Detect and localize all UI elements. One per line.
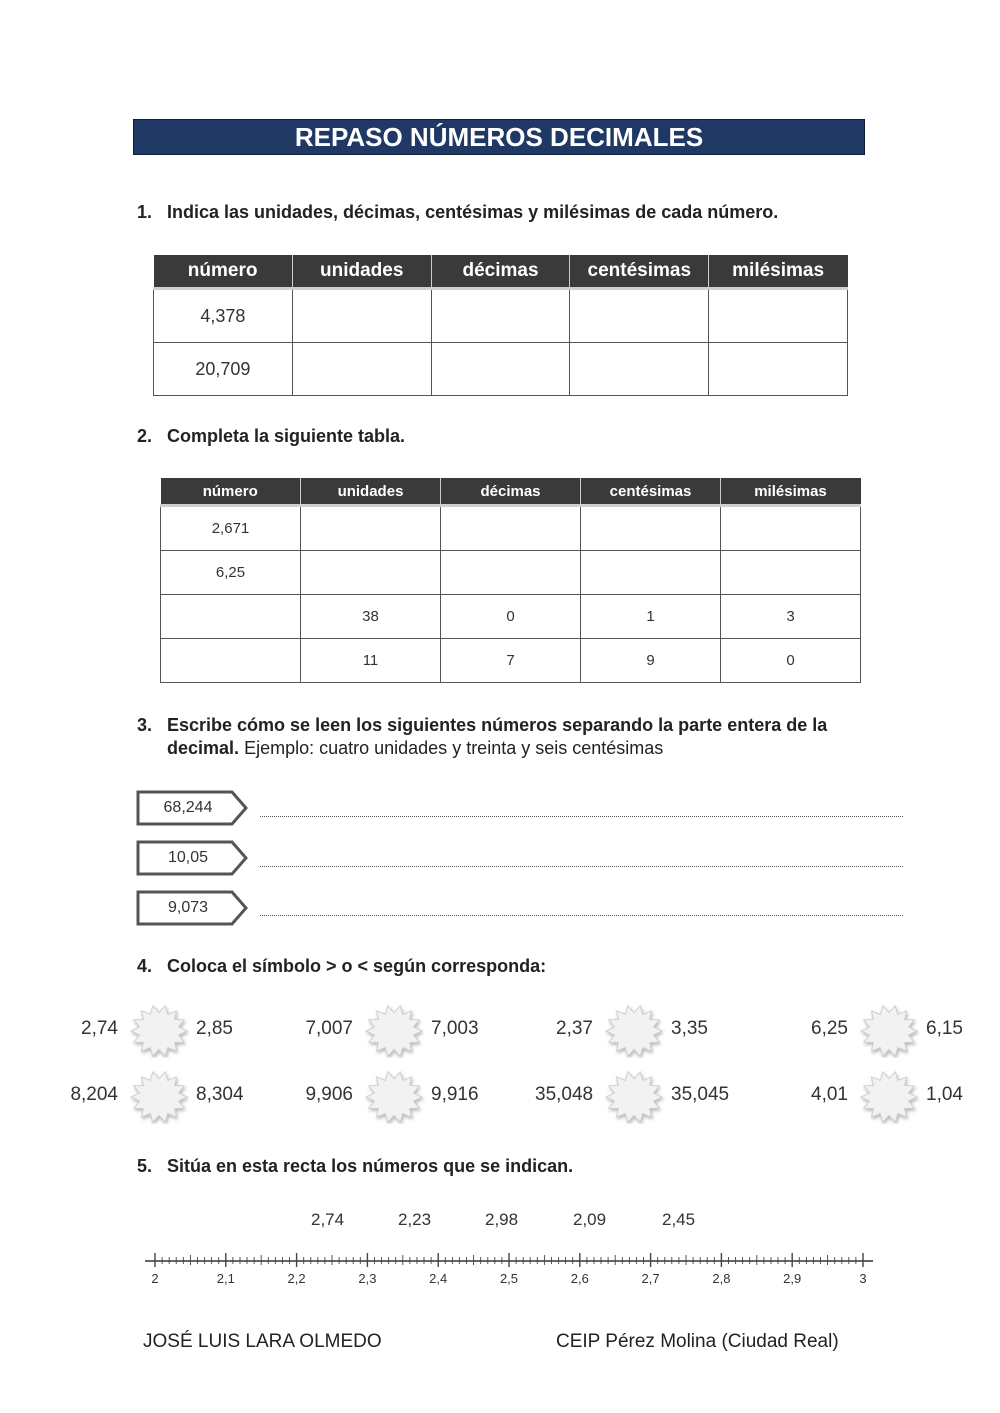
tick-label: 2,9 [783, 1271, 802, 1286]
number-line[interactable] [140, 1245, 880, 1290]
table-row [161, 506, 861, 551]
tick-label: 2 [151, 1271, 159, 1286]
cell-number: 20,709 [154, 343, 293, 396]
compare-left-number: 2,74 [81, 1018, 118, 1039]
question-text [167, 714, 867, 760]
compare-right-number: 8,304 [196, 1084, 244, 1105]
question-number: 4. [137, 956, 153, 976]
number-tag [136, 840, 248, 876]
compare-left-number: 6,25 [811, 1018, 848, 1039]
question-example: Ejemplo: cuatro unidades y treinta y seis centésimas [244, 738, 664, 758]
number-to-place: 2,98 [485, 1210, 519, 1229]
question-2 [137, 425, 867, 448]
header-decimas: décimas [441, 478, 581, 506]
tick-label: 2,6 [570, 1271, 589, 1286]
answer-cell[interactable] [292, 289, 431, 343]
header-numero: número [161, 478, 301, 506]
compare-right-number: 6,15 [926, 1018, 963, 1039]
symbol-star-input[interactable] [603, 1070, 665, 1124]
compare-right-number: 1,04 [926, 1084, 963, 1105]
starburst-icon [858, 1004, 920, 1058]
header-centesimas: centésimas [570, 255, 709, 289]
answer-cell[interactable] [161, 595, 301, 639]
question-text-bold: Escribe cómo se leen los siguientes números separando la parte entera de la decimal. [167, 715, 828, 758]
number-to-place: 2,09 [573, 1210, 607, 1229]
symbol-star-input[interactable] [128, 1070, 190, 1124]
tag-label: 9,073 [167, 899, 209, 916]
tick-label: 2,8 [712, 1271, 731, 1286]
compare-left-number: 8,204 [70, 1084, 118, 1105]
number-tag [136, 890, 248, 926]
tag-label: 10,05 [167, 849, 209, 866]
starburst-icon [603, 1004, 665, 1058]
header-unidades: unidades [301, 478, 441, 506]
tick-label: 2,2 [287, 1271, 306, 1286]
table-row [161, 639, 861, 683]
number-to-place: 2,45 [662, 1210, 696, 1229]
question-5 [137, 1155, 867, 1178]
header-milesimas: milésimas [709, 255, 848, 289]
answer-cell[interactable] [431, 343, 570, 396]
compare-right-number: 35,045 [671, 1084, 730, 1105]
header-milesimas: milésimas [721, 478, 861, 506]
answer-cell[interactable] [570, 343, 709, 396]
header-decimas: décimas [431, 255, 570, 289]
starburst-icon [603, 1070, 665, 1124]
tick-label: 3 [859, 1271, 867, 1286]
table-row [161, 595, 861, 639]
footer-school: CEIP Pérez Molina (Ciudad Real) [556, 1331, 839, 1352]
question-number: 2. [137, 426, 153, 446]
answer-cell[interactable] [441, 551, 581, 595]
number-to-place: 2,74 [311, 1210, 345, 1229]
compare-right-number: 3,35 [671, 1018, 708, 1039]
header-unidades: unidades [292, 255, 431, 289]
symbol-star-input[interactable] [363, 1004, 425, 1058]
cell-number: 2,671 [161, 506, 301, 551]
symbol-star-input[interactable] [363, 1070, 425, 1124]
question-1 [137, 201, 867, 224]
cell-value: 11 [301, 639, 441, 683]
footer-author: JOSÉ LUIS LARA OLMEDO [143, 1331, 382, 1352]
compare-left-number: 35,048 [535, 1084, 594, 1105]
answer-cell[interactable] [570, 289, 709, 343]
answer-cell[interactable] [431, 289, 570, 343]
symbol-star-input[interactable] [858, 1070, 920, 1124]
tick-label: 2,7 [641, 1271, 660, 1286]
header-centesimas: centésimas [581, 478, 721, 506]
page-title: REPASO NÚMEROS DECIMALES [133, 119, 865, 155]
cell-value: 38 [301, 595, 441, 639]
table-q2 [160, 478, 861, 683]
answer-line[interactable] [260, 816, 903, 817]
cell-value: 0 [721, 639, 861, 683]
question-4 [137, 955, 867, 978]
header-numero: número [154, 255, 293, 289]
cell-value: 3 [721, 595, 861, 639]
question-number: 3. [137, 715, 153, 735]
compare-right-number: 7,003 [431, 1018, 479, 1039]
question-text: Indica las unidades, décimas, centésimas y milésimas de cada número. [167, 202, 779, 222]
answer-cell[interactable] [581, 551, 721, 595]
compare-left-number: 4,01 [811, 1084, 848, 1105]
compare-left-number: 9,906 [305, 1084, 353, 1105]
cell-number: 6,25 [161, 551, 301, 595]
cell-value: 1 [581, 595, 721, 639]
compare-left-number: 2,37 [556, 1018, 593, 1039]
compare-right-number: 2,85 [196, 1018, 233, 1039]
answer-cell[interactable] [581, 506, 721, 551]
question-text: Completa la siguiente tabla. [167, 426, 406, 446]
starburst-icon [363, 1070, 425, 1124]
answer-line[interactable] [260, 915, 903, 916]
table-row [161, 551, 861, 595]
table-q1 [153, 255, 848, 396]
answer-cell[interactable] [709, 289, 848, 343]
compare-left-number: 7,007 [305, 1018, 353, 1039]
table-row [154, 343, 848, 396]
symbol-star-input[interactable] [858, 1004, 920, 1058]
question-text: Sitúa en esta recta los números que se indican. [167, 1156, 574, 1176]
tag-label: 68,244 [163, 799, 213, 816]
question-number: 1. [137, 202, 153, 222]
cell-number: 4,378 [154, 289, 293, 343]
answer-cell[interactable] [441, 506, 581, 551]
compare-right-number: 9,916 [431, 1084, 479, 1105]
answer-cell[interactable] [721, 551, 861, 595]
cell-value: 9 [581, 639, 721, 683]
answer-cell[interactable] [292, 343, 431, 396]
tick-label: 2,4 [429, 1271, 448, 1286]
answer-cell[interactable] [301, 551, 441, 595]
starburst-icon [858, 1070, 920, 1124]
answer-cell[interactable] [709, 343, 848, 396]
starburst-icon [128, 1070, 190, 1124]
answer-cell[interactable] [301, 506, 441, 551]
tick-label: 2,3 [358, 1271, 377, 1286]
starburst-icon [128, 1004, 190, 1058]
answer-cell[interactable] [161, 639, 301, 683]
question-number: 5. [137, 1156, 153, 1176]
symbol-star-input[interactable] [603, 1004, 665, 1058]
tick-label: 2,1 [216, 1271, 235, 1286]
cell-value: 0 [441, 595, 581, 639]
starburst-icon [363, 1004, 425, 1058]
question-3 [137, 714, 867, 760]
number-to-place: 2,23 [398, 1210, 432, 1229]
tick-label: 2,5 [499, 1271, 519, 1286]
answer-cell[interactable] [721, 506, 861, 551]
symbol-star-input[interactable] [128, 1004, 190, 1058]
question-text: Coloca el símbolo > o < según corresponda: [167, 956, 547, 976]
table-row [154, 289, 848, 343]
number-tag [136, 790, 248, 826]
cell-value: 7 [441, 639, 581, 683]
answer-line[interactable] [260, 866, 903, 867]
